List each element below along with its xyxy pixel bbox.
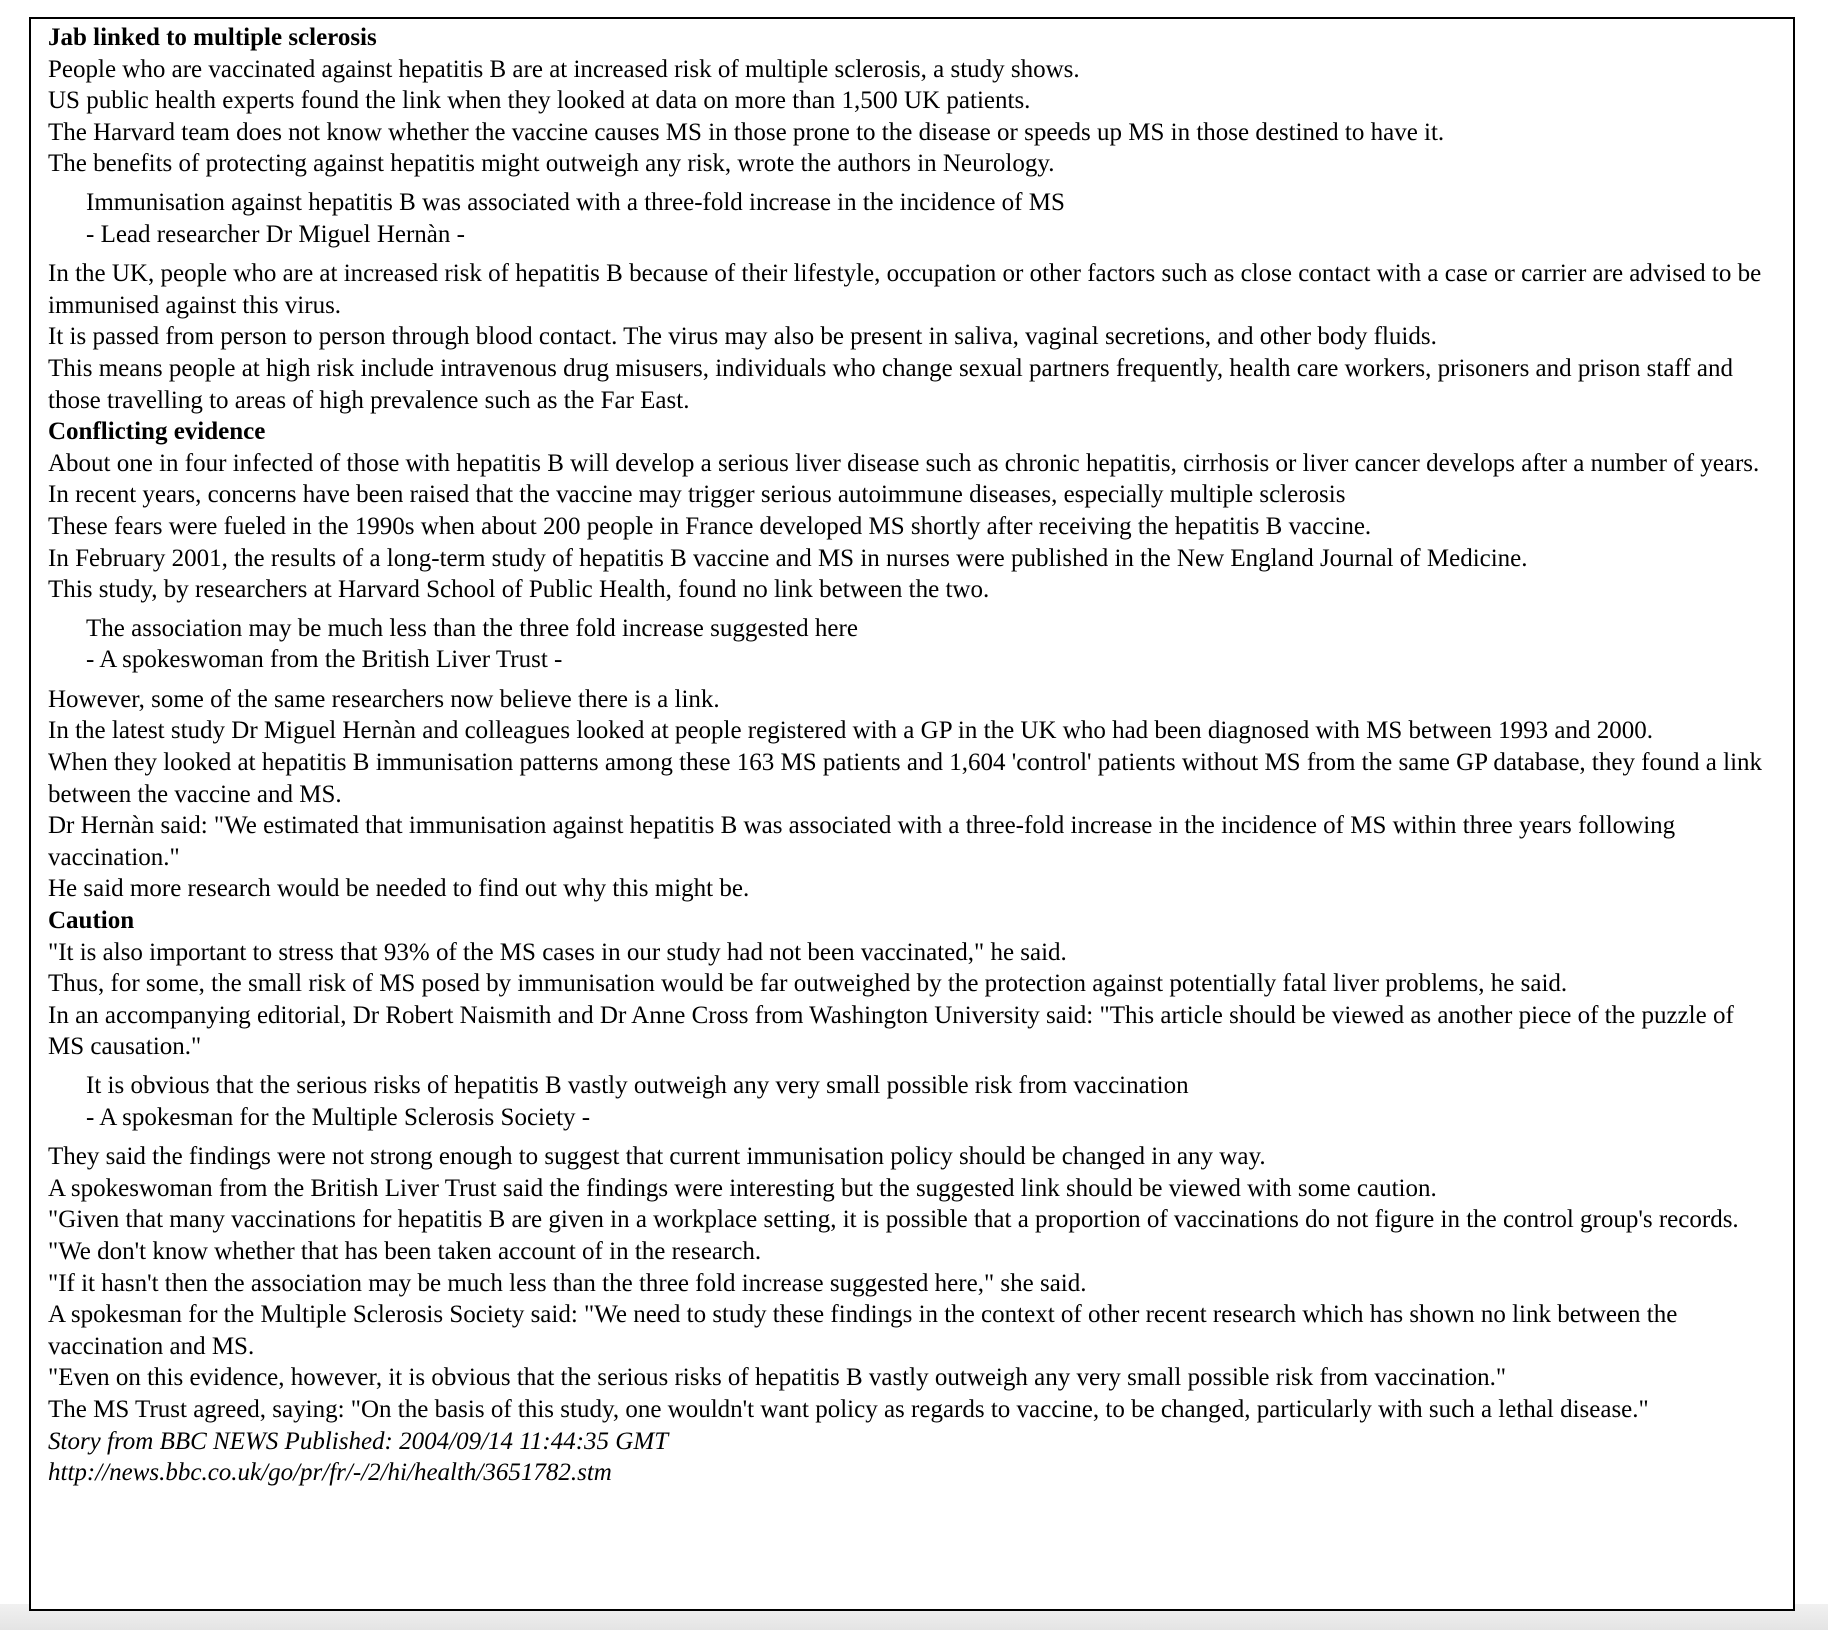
paragraph: This study, by researchers at Harvard School of Public Health, found no link between the two.: [48, 576, 990, 604]
paragraph: In an accompanying editorial, Dr Robert Naismith and Dr Anne Cross from Washington University said: "This article should be viewed as another piece of the puzzle of MS causation.": [48, 1001, 1734, 1061]
paragraph: A spokeswoman from the British Liver Trust said the findings were interesting but the suggested link should be viewed with some caution.: [48, 1174, 1437, 1202]
paragraph: In the UK, people who are at increased risk of hepatitis B because of their lifestyle, occupation or other factors such as close contact with a case or carrier are advised to be immunised against this virus.: [48, 260, 1762, 319]
pull-quote-text: It is obvious that the serious risks of hepatitis B vastly outweigh any very small possible risk from vaccination: [86, 1072, 1189, 1099]
paragraph: "If it hasn't then the association may be much less than the three fold increase suggested here," she said.: [48, 1269, 1087, 1297]
paragraph: It is passed from person to person through blood contact. The virus may also be present in saliva, vaginal secretions, and other body fluids.: [48, 323, 1437, 351]
pull-quote: [86, 1070, 1793, 1133]
paragraph: The Harvard team does not know whether the vaccine causes MS in those prone to the disease or speeds up MS in those destined to have it.: [48, 118, 1445, 146]
paragraph: The MS Trust agreed, saying: "On the basis of this study, one wouldn't want policy as regards to vaccine, to be changed, particularly with such a lethal disease.": [48, 1395, 1649, 1423]
paragraph: The benefits of protecting against hepatitis might outweigh any risk, wrote the authors in Neurology.: [48, 150, 1055, 178]
paragraph: "Given that many vaccinations for hepatitis B are given in a workplace setting, it is possible that a proportion of vaccinations do not figure in the control group's records.: [48, 1206, 1739, 1234]
section-heading: Caution: [48, 907, 135, 935]
article-title: Jab linked to multiple sclerosis: [48, 24, 377, 51]
paragraph: A spokesman for the Multiple Sclerosis Society said: "We need to study these findings in the context of other recent research which has shown no link between the vaccination and MS.: [48, 1301, 1678, 1360]
paragraph: He said more research would be needed to find out why this might be.: [48, 875, 750, 903]
pull-quote: [86, 613, 1793, 676]
paragraph: They said the findings were not strong enough to suggest that current immunisation policy should be changed in any way.: [48, 1143, 1266, 1171]
paragraph: These fears were fueled in the 1990s when about 200 people in France developed MS shortly after receiving the hepatitis B vaccine.: [48, 512, 1372, 540]
paragraph: However, some of the same researchers now believe there is a link.: [48, 685, 720, 713]
section-heading: Conflicting evidence: [48, 418, 266, 446]
paragraph: People who are vaccinated against hepatitis B are at increased risk of multiple sclerosis, a study shows.: [48, 55, 1080, 83]
paragraph: In recent years, concerns have been raised that the vaccine may trigger serious autoimmune diseases, especially multiple sclerosis: [48, 481, 1346, 509]
article-frame: [29, 17, 1795, 1611]
paragraph: "It is also important to stress that 93% of the MS cases in our study had not been vaccinated," he said.: [48, 938, 1067, 966]
pull-quote-source: - Lead researcher Dr Miguel Hernàn -: [86, 220, 465, 248]
pull-quote-source: - A spokeswoman from the British Liver Trust -: [86, 646, 563, 674]
paragraph: "Even on this evidence, however, it is obvious that the serious risks of hepatitis B vastly outweigh any very small possible risk from vaccination.": [48, 1364, 1507, 1392]
paragraph: When they looked at hepatitis B immunisation patterns among these 163 MS patients and 1,604 'control' patients without MS from the same GP database, they found a link between the vaccine and MS.: [48, 749, 1763, 808]
pull-quote-source: - A spokesman for the Multiple Sclerosis Society -: [86, 1103, 591, 1131]
paragraph: In the latest study Dr Miguel Hernàn and colleagues looked at people registered with a GP in the UK who had been diagnosed with MS between 1993 and 2000.: [48, 717, 1653, 745]
story-url: http://news.bbc.co.uk/go/pr/fr/-/2/hi/health/3651782.stm: [48, 1459, 612, 1487]
pull-quote-text: Immunisation against hepatitis B was associated with a three-fold increase in the incidence of MS: [86, 188, 1065, 216]
paragraph: "We don't know whether that has been taken account of in the research.: [48, 1237, 762, 1265]
pull-quote-text: The association may be much less than the three fold increase suggested here: [86, 614, 858, 642]
paragraph: Dr Hernàn said: "We estimated that immunisation against hepatitis B was associated with a three-fold increase in the incidence of MS within three years following vaccination.": [48, 812, 1676, 871]
paragraph: This means people at high risk include intravenous drug misusers, individuals who change sexual partners frequently, health care workers, prisoners and prison staff and those travelling to areas of high prevalence such as the Far East.: [48, 354, 1733, 414]
story-credit: Story from BBC NEWS Published: 2004/09/14 11:44:35 GMT: [48, 1427, 669, 1455]
paragraph: About one in four infected of those with hepatitis B will develop a serious liver disease such as chronic hepatitis, cirrhosis or liver cancer develops after a number of years.: [48, 449, 1760, 477]
paragraph: In February 2001, the results of a long-term study of hepatitis B vaccine and MS in nurses were published in the New England Journal of Medicine.: [48, 544, 1528, 572]
paragraph: Thus, for some, the small risk of MS posed by immunisation would be far outweighed by the protection against potentially fatal liver problems, he said.: [48, 970, 1568, 998]
paragraph: US public health experts found the link when they looked at data on more than 1,500 UK patients.: [48, 87, 1031, 115]
pull-quote: [86, 187, 1793, 250]
